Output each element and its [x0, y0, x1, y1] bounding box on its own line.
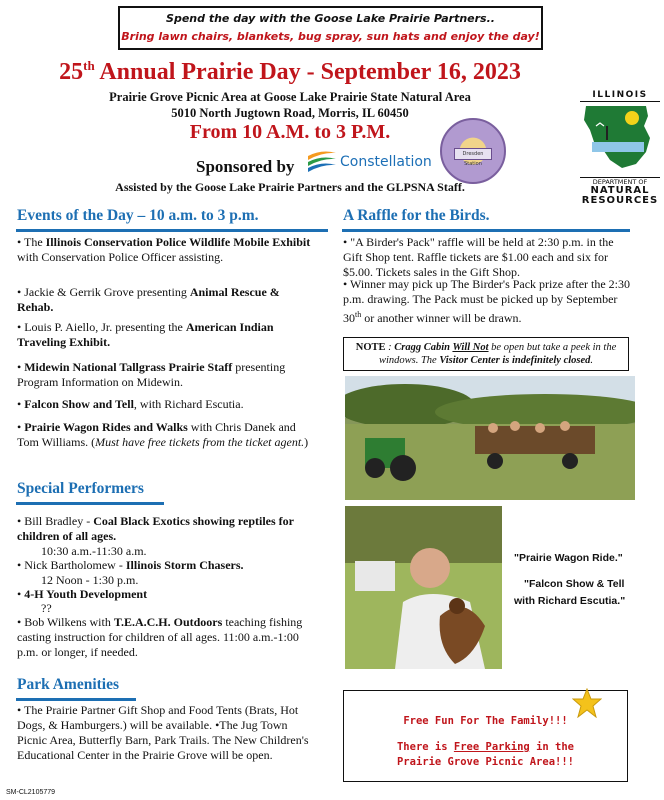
performers-underline — [16, 502, 164, 505]
banner-line-1: Spend the day with the Goose Lake Prairie Partners.. — [166, 12, 495, 25]
footer-code: SM-CL2105779 — [6, 789, 56, 796]
raffle-heading: A Raffle for the Birds. — [343, 207, 490, 224]
idnr-logo — [580, 90, 660, 205]
amenities-heading: Park Amenities — [17, 676, 120, 693]
falcon-caption-2: with Richard Escutia." — [514, 595, 626, 607]
raffle-item: • "A Birder's Pack" raffle will be held at 2:30 p.m. in the Gift Shop tent. Raffle tickets are $1.00 each and six for $5.00. Tickets sales in the Gift Shop. — [343, 235, 614, 279]
fun-line-3: Prairie Grove Picnic Area!!! — [396, 756, 574, 768]
banner-line-2: Bring lawn chairs, blankets, bug spray, sun hats and enjoy the day! — [121, 30, 540, 43]
event-item: • Prairie Wagon Rides and Walks with Chris Danek and Tom Williams. (Must have free tickets from the ticket agent.) — [17, 420, 309, 449]
note-box: NOTE : Cragg Cabin Will Not be open but take a peek in the windows. The Visitor Center is indefinitely closed. — [343, 337, 629, 371]
performer-time: 12 Noon - 1:30 p.m. — [41, 573, 139, 587]
events-underline — [16, 229, 328, 232]
title-sup: th — [83, 58, 95, 73]
event-item: • Louis P. Aiello, Jr. presenting the American Indian Traveling Exhibit. — [17, 320, 274, 349]
performer-time: ?? — [41, 601, 52, 615]
location-line-1: Prairie Grove Picnic Area at Goose Lake Prairie State Natural Area — [109, 90, 471, 104]
dnr-state: ILLINOIS — [580, 90, 660, 102]
sponsored-by: Sponsored by — [196, 157, 295, 176]
event-item: • Jackie & Gerrik Grove presenting Animal Rescue & Rehab. — [17, 285, 280, 314]
dnr-natural: NATURAL — [590, 185, 650, 196]
constellation-logo — [306, 146, 446, 176]
amenities-underline — [16, 698, 136, 701]
wagon-ride-photo — [345, 376, 635, 500]
performers-heading: Special Performers — [17, 480, 144, 497]
falcon-caption-1: "Falcon Show & Tell — [524, 578, 625, 590]
event-item: • Midewin National Tallgrass Prairie Staff presenting Program Information on Midewin. — [17, 360, 286, 389]
performer-item: • Bob Wilkens with T.E.A.C.H. Outdoors teaching fishing casting instruction for children of all ages. 11:00 a.m.-1:00 p.m. or longer, if needed. — [17, 615, 303, 659]
performer-item: • Bill Bradley - Coal Black Exotics showing reptiles for children of all ages. — [17, 514, 294, 543]
dnr-dept: DEPARTMENT OF — [580, 177, 660, 186]
sponsor-name: Constellation — [340, 154, 432, 170]
title-ordinal: 25 — [59, 59, 84, 85]
performer-time: 10:30 a.m.-11:30 a.m. — [41, 544, 147, 558]
event-item: • Falcon Show and Tell, with Richard Escutia. — [17, 397, 244, 411]
constellation-swoosh-icon — [306, 146, 338, 176]
title-rest: Annual Prairie Day - September 16, 2023 — [94, 59, 521, 85]
location-line-2: 5010 North Jugtown Road, Morris, IL 60450 — [171, 106, 409, 120]
dnr-resources: RESOURCES — [581, 195, 659, 206]
assisted-by: Assisted by the Goose Lake Prairie Partners and the GLPSNA Staff. — [115, 180, 465, 194]
fun-line-2: There is Free Parking in the — [396, 741, 575, 753]
performer-item: • 4-H Youth Development — [17, 587, 148, 601]
illinois-map-icon — [580, 102, 660, 170]
raffle-underline — [342, 229, 630, 232]
seal-label: Dresden Station — [454, 148, 492, 160]
event-item: • The Illinois Conservation Police Wildlife Mobile Exhibit with Conservation Police Officer assisting. — [17, 235, 311, 264]
top-banner — [118, 6, 543, 50]
fun-line-1: Free Fun For The Family!!! — [403, 715, 568, 727]
event-hours: From 10 A.M. to 3 P.M. — [189, 121, 391, 143]
performer-item: • Nick Bartholomew - Illinois Storm Chasers. — [17, 558, 244, 572]
falcon-photo — [345, 506, 502, 669]
amenities-text: • The Prairie Partner Gift Shop and Food Tents (Brats, Hot Dogs, & Hamburgers.) will be available. •The Jug Town Picnic Area, Butterfly Barn, Park Trails. The New Children's Educational Center in the Prairie Grove will be open. — [17, 703, 309, 762]
wagon-caption: "Prairie Wagon Ride." — [514, 552, 623, 564]
page-title — [0, 58, 580, 86]
raffle-item: • Winner may pick up The Birder's Pack prize after the 2:30 p.m. drawing. The Pack must be picked up by September 30th or another winner will be drawn. — [343, 277, 631, 325]
events-heading: Events of the Day – 10 a.m. to 3 p.m. — [17, 207, 259, 224]
star-icon — [572, 688, 602, 718]
